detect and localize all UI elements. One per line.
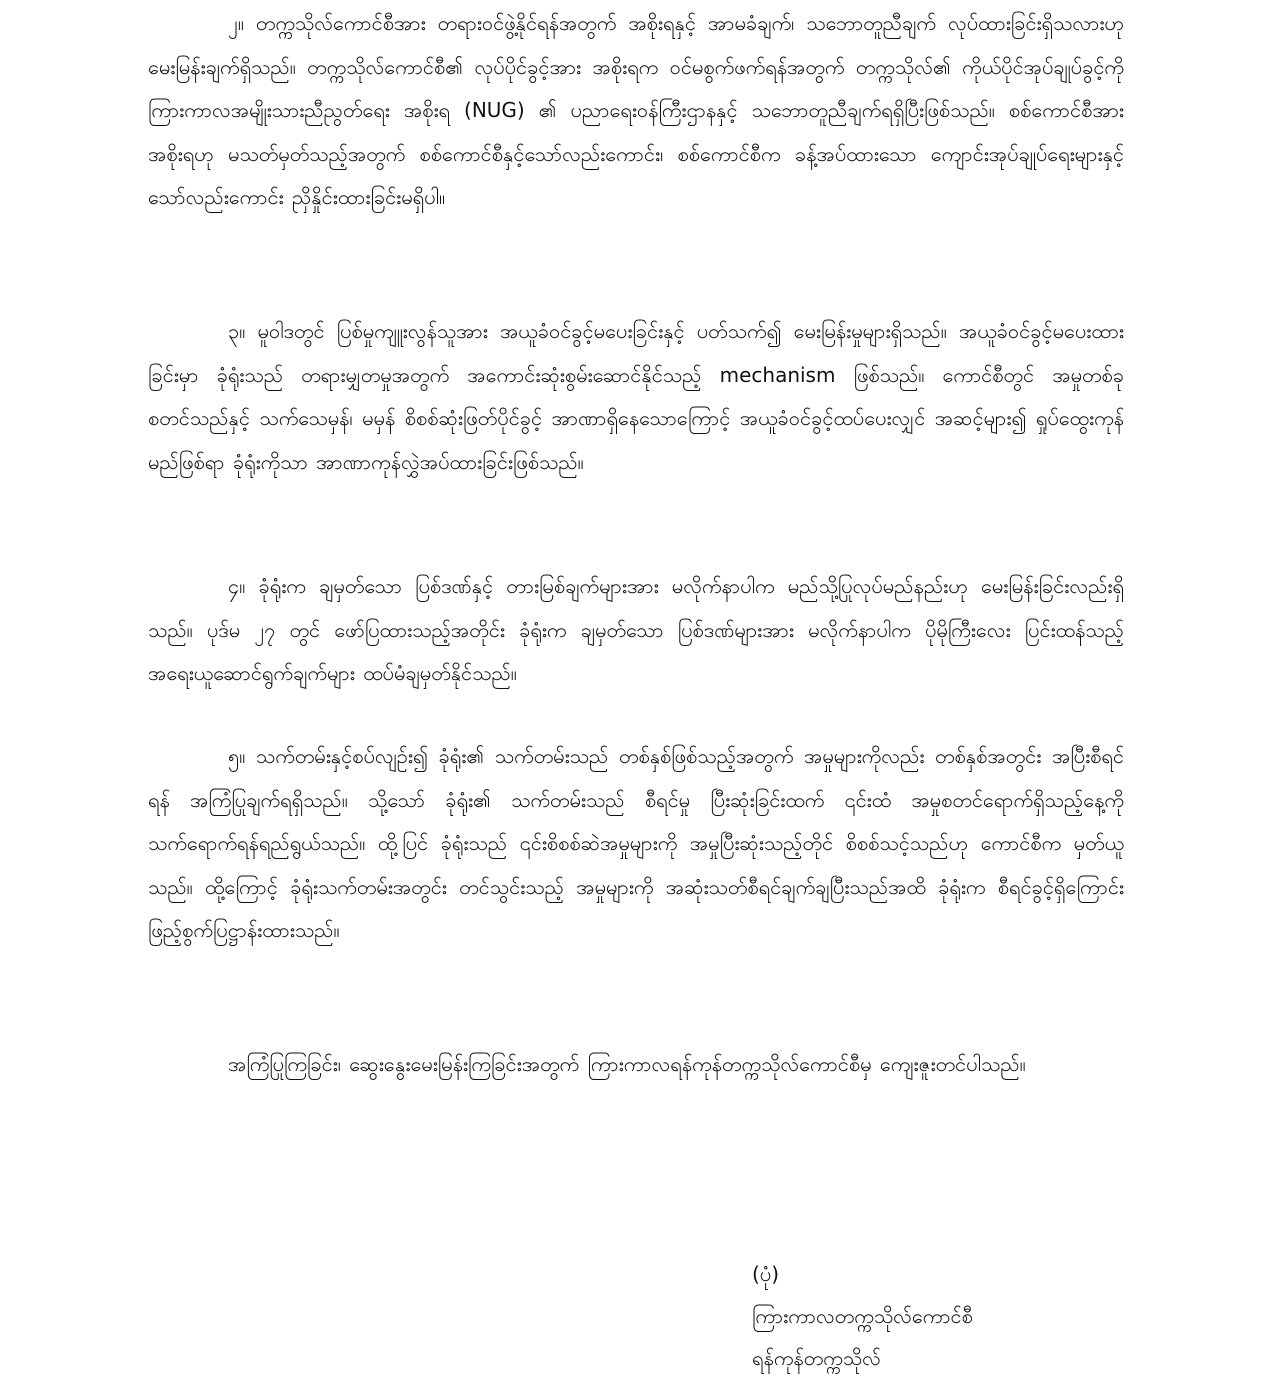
closing-paragraph: အကြံပြုကြခြင်း၊ ဆွေးနွေးမေးမြန်းကြခြင်းအတွက် ကြားကာလရန်ကုန်တက္ကသိုလ်ကောင်စီမှ ကျေးဇူးတင်ပါသည်။ (228, 1052, 1026, 1076)
signature-organization: ကြားကာလတက္ကသိုလ်ကောင်စီ (752, 1304, 973, 1328)
paragraph-4: ၄။ ခုံရုံးက ချမှတ်သော ပြစ်ဒဏ်နှင့် တားမြစ်ချက်များအား မလိုက်နာပါက မည်သို့ပြုလုပ်မည်နည်းဟု မေးမြန်းခြင်းလည်းရှိသည်။ ပုဒ်မ ၂၇ တွင် ဖော်ပြထားသည့်အတိုင်း ခုံရုံးက ချမှတ်သော ပြစ်ဒဏ်များအား မလိုက်နာပါက ပိုမိုကြီးလေး ပြင်းထန်သည့် အရေးယူဆောင်ရွက်ချက်များ ထပ်မံချမှတ်နိုင်သည်။ (148, 574, 1124, 685)
paragraph-5: ၅။ သက်တမ်းနှင့်စပ်လျဉ်း၍ ခုံရုံး၏ သက်တမ်းသည် တစ်နှစ်ဖြစ်သည့်အတွက် အမှုများကိုလည်း တစ်နှစ်အတွင်း အပြီးစီရင်ရန် အကြံပြုချက်ရရှိသည်။ သို့သော် ခုံရုံး၏ သက်တမ်းသည် စီရင်မှု ပြီးဆုံးခြင်းထက် ၎င်းထံ အမှုစတင်ရောက်ရှိသည့်နေ့ကို သက်ရောက်ရန်ရည်ရွယ်သည်။ ထို့ပြင် ခုံရုံးသည် ၎င်းစိစစ်ဆဲအမှုများကို အမှုပြီးဆုံးသည့်တိုင် စိစစ်သင့်သည်ဟု ကောင်စီက မှတ်ယူသည်။ ထို့ကြောင့် ခုံရုံးသက်တမ်းအတွင်း တင်သွင်းသည့် အမှုများကို အဆုံးသတ်စီရင်ချက်ချပြီးသည်အထိ ခုံရုံးက စီရင်ခွင့်ရှိကြောင်း ဖြည့်စွက်ပြဋ္ဌာန်းထားသည်။ (148, 744, 1124, 942)
signature-mark: (ပုံ) (752, 1262, 780, 1286)
paragraph-2: ၂။ တက္ကသိုလ်ကောင်စီအား တရားဝင်ဖွဲ့နိုင်ရန်အတွက် အစိုးရနှင့် အာမခံချက်၊ သဘောတူညီချက် လုပ်ထားခြင်းရှိသလားဟု မေးမြန်းချက်ရှိသည်။ တက္ကသိုလ်ကောင်စီ၏ လုပ်ပိုင်ခွင့်အား အစိုးရက ဝင်မစွက်ဖက်ရန်အတွက် တက္ကသိုလ်၏ ကိုယ်ပိုင်အုပ်ချုပ်ခွင့်ကို ကြားကာလအမျိုးသားညီညွတ်ရေး အစိုးရ (NUG) ၏ ပညာရေးဝန်ကြီးဌာနနှင့် သဘောတူညီချက်ရရှိပြီးဖြစ်သည်။ စစ်ကောင်စီအား အစိုးရဟု မသတ်မှတ်သည့်အတွက် စစ်ကောင်စီနှင့်သော်လည်းကောင်း၊ စစ်ကောင်စီက ခန့်အပ်ထားသော ကျောင်းအုပ်ချုပ်ရေးများနှင့်သော်လည်းကောင်း ညှိနှိုင်းထားခြင်းမရှိပါ။ (148, 11, 1124, 209)
signature-block (752, 1253, 1252, 1379)
paragraph-3: ၃။ မူဝါဒတွင် ပြစ်မှုကျူးလွန်သူအား အယူခံဝင်ခွင့်မပေးခြင်းနှင့် ပတ်သက်၍ မေးမြန်းမှုများရှိသည်။ အယူခံဝင်ခွင့်မပေးထားခြင်းမှာ ခုံရုံးသည် တရားမျှတမှုအတွက် အကောင်းဆုံးစွမ်းဆောင်နိုင်သည့် mechanism ဖြစ်သည်။ ကောင်စီတွင် အမှုတစ်ခုစတင်သည်နှင့် သက်သေမှန်၊ မမှန် စိစစ်ဆုံးဖြတ်ပိုင်ခွင့် အာဏာရှိနေသောကြောင့် အယူခံဝင်ခွင့်ထပ်ပေးလျှင် အဆင့်များ၍ ရှုပ်ထွေးကုန်မည်ဖြစ်ရာ ခုံရုံးကိုသာ အာဏာကုန်လွှဲအပ်ထားခြင်းဖြစ်သည်။ (148, 319, 1124, 474)
signature-university: ရန်ကုန်တက္ကသိုလ် (752, 1346, 881, 1370)
